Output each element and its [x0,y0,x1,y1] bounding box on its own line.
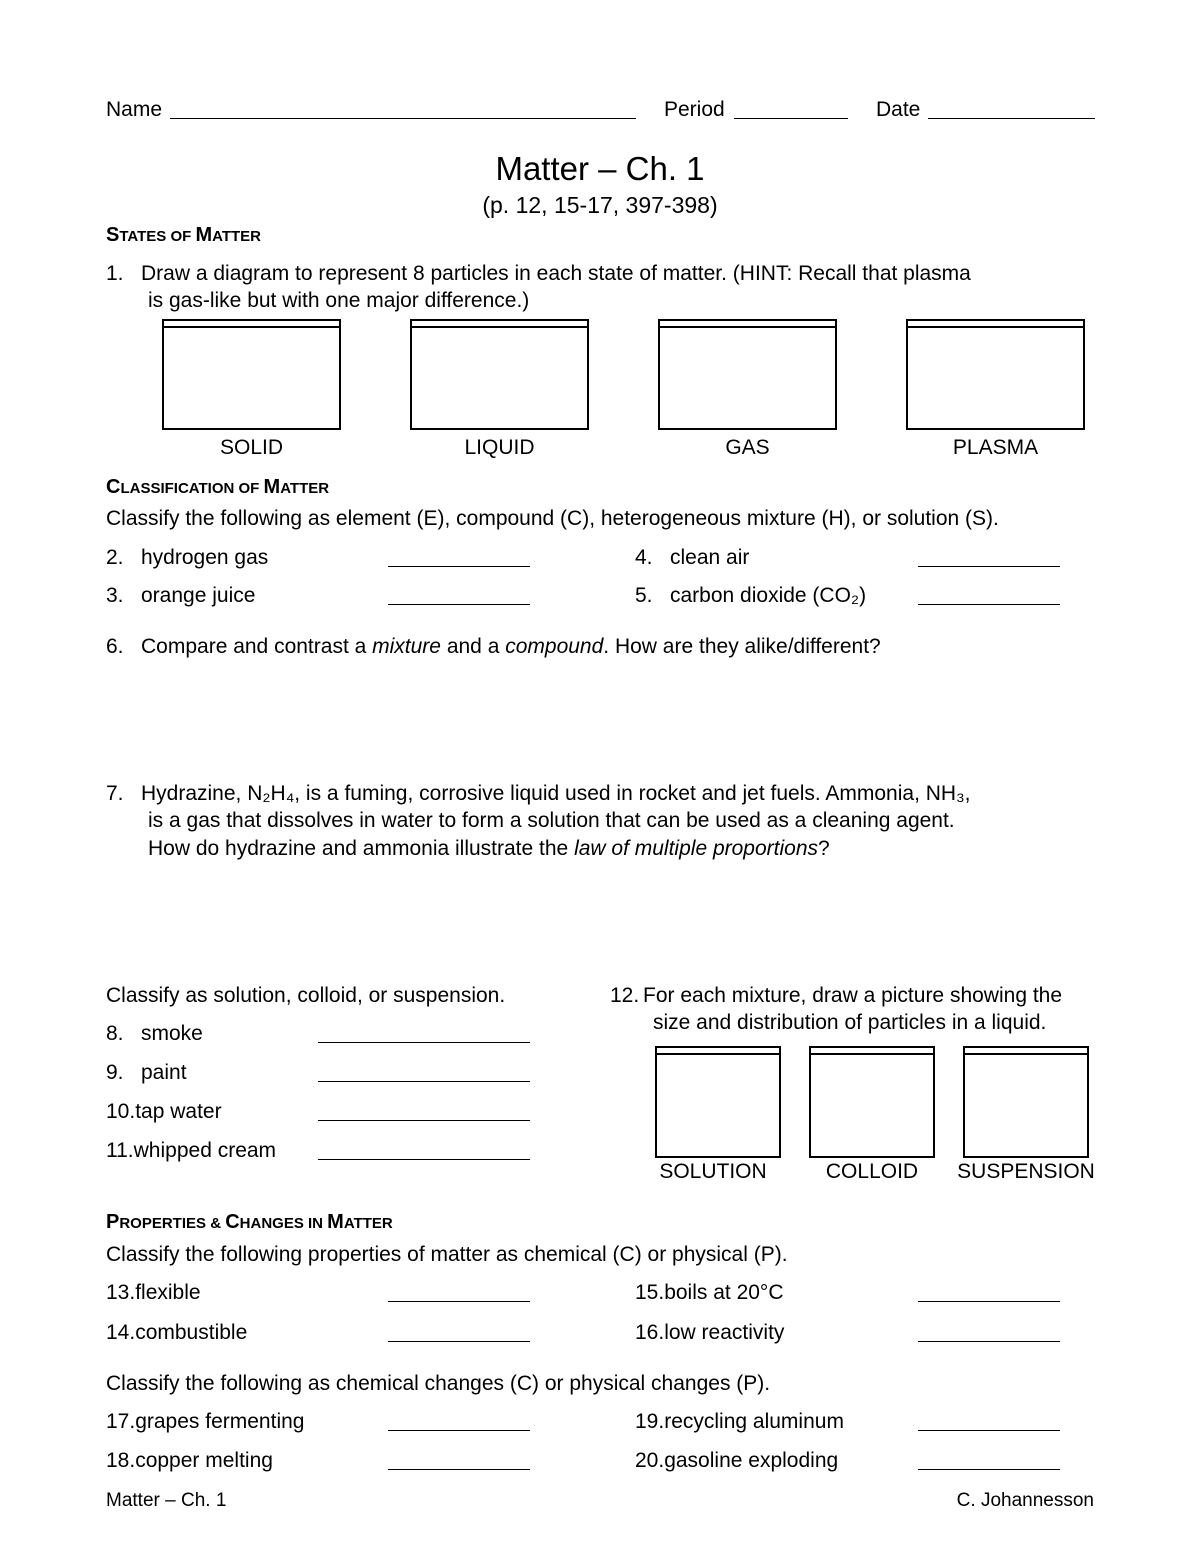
box-label-gas: GAS [725,436,770,459]
answer-line-14[interactable] [388,1341,530,1342]
answer-line-11[interactable] [318,1159,530,1160]
drawing-box-liquid[interactable] [410,319,589,430]
answer-line-17[interactable] [388,1430,530,1431]
list-item: 10.tap water [106,1100,222,1123]
question-7-line2: is a gas that dissolves in water to form a solution that can be used as a cleaning agent. [148,809,955,832]
box-label-plasma: PLASMA [952,436,1039,459]
page-subtitle: (p. 12, 15-17, 397-398) [482,192,718,218]
list-item: 2. hydrogen gas [106,546,269,569]
list-item: 15.boils at 20°C [635,1281,784,1304]
section-heading-properties: PROPERTIES & CHANGES IN MATTER [106,1211,393,1233]
box-label-solid: SOLID [219,436,284,459]
question-7-line3: How do hydrazine and ammonia illustrate the law of multiple proportions? [148,837,830,860]
mixtures-instruction: Classify as solution, colloid, or suspension. [106,984,506,1007]
answer-line-9[interactable] [318,1081,530,1082]
date-label: Date [876,98,921,121]
answer-line-4[interactable] [918,566,1060,567]
list-item: 5. carbon dioxide (CO₂) [635,584,867,607]
answer-line-2[interactable] [388,566,530,567]
answer-line-13[interactable] [388,1301,530,1302]
box-label-liquid: LIQUID [464,436,535,459]
answer-line-3[interactable] [388,604,530,605]
footer-right: C. Johannesson [956,1490,1094,1511]
properties-instruction: Classify the following properties of matter as chemical (C) or physical (P). [106,1243,788,1266]
list-item: 14.combustible [106,1321,248,1344]
drawing-box-colloid[interactable] [809,1046,935,1158]
period-field[interactable] [734,118,848,119]
box-label-suspension: SUSPENSION [957,1160,1095,1183]
list-item: 16.low reactivity [635,1321,785,1344]
footer-left: Matter – Ch. 1 [106,1490,227,1511]
question-7: 7. Hydrazine, N₂H₄, is a fuming, corrosive liquid used in rocket and jet fuels. Ammonia, NH₃, [106,782,971,805]
list-item: 13.flexible [106,1281,201,1304]
classification-instruction: Classify the following as element (E), compound (C), heterogeneous mixture (H), or solution (S). [106,507,999,530]
name-field[interactable] [170,118,636,119]
list-item: 19.recycling aluminum [635,1410,844,1433]
answer-line-5[interactable] [918,604,1060,605]
list-item: 18.copper melting [106,1449,273,1472]
section-heading-states: STATES OF MATTER [106,224,262,246]
list-item: 4. clean air [635,546,750,569]
question-1: 1. Draw a diagram to represent 8 particles in each state of matter. (HINT: Recall that plasma [106,262,971,285]
box-label-colloid: COLLOID [825,1160,919,1183]
question-12-line2: size and distribution of particles in a liquid. [653,1011,1047,1034]
answer-line-10[interactable] [318,1120,530,1121]
question-6: 6. Compare and contrast a mixture and a compound. How are they alike/different? [106,635,881,658]
list-item: 3. orange juice [106,584,256,607]
page-title: Matter – Ch. 1 [495,150,705,187]
changes-instruction: Classify the following as chemical changes (C) or physical changes (P). [106,1372,771,1395]
list-item: 11.whipped cream [106,1139,277,1162]
date-field[interactable] [928,118,1095,119]
drawing-box-gas[interactable] [658,319,837,430]
box-label-solution: SOLUTION [659,1160,767,1183]
question-1-line2: is gas-like but with one major difference.) [148,289,530,312]
period-label: Period [664,98,725,121]
answer-line-15[interactable] [918,1301,1060,1302]
section-heading-classification: CLASSIFICATION OF MATTER [106,476,330,498]
list-item: 8. smoke [106,1022,203,1045]
answer-line-20[interactable] [918,1469,1060,1470]
answer-line-18[interactable] [388,1469,530,1470]
list-item: 20.gasoline exploding [635,1449,839,1472]
answer-line-19[interactable] [918,1430,1060,1431]
answer-line-8[interactable] [318,1042,530,1043]
list-item: 9. paint [106,1061,187,1084]
list-item: 17.grapes fermenting [106,1410,305,1433]
question-12: 12. For each mixture, draw a picture showing the [610,984,1063,1007]
drawing-box-suspension[interactable] [963,1046,1089,1158]
drawing-box-solution[interactable] [655,1046,781,1158]
drawing-box-solid[interactable] [162,319,341,430]
name-label: Name [106,98,163,121]
drawing-box-plasma[interactable] [906,319,1085,430]
answer-line-16[interactable] [918,1341,1060,1342]
